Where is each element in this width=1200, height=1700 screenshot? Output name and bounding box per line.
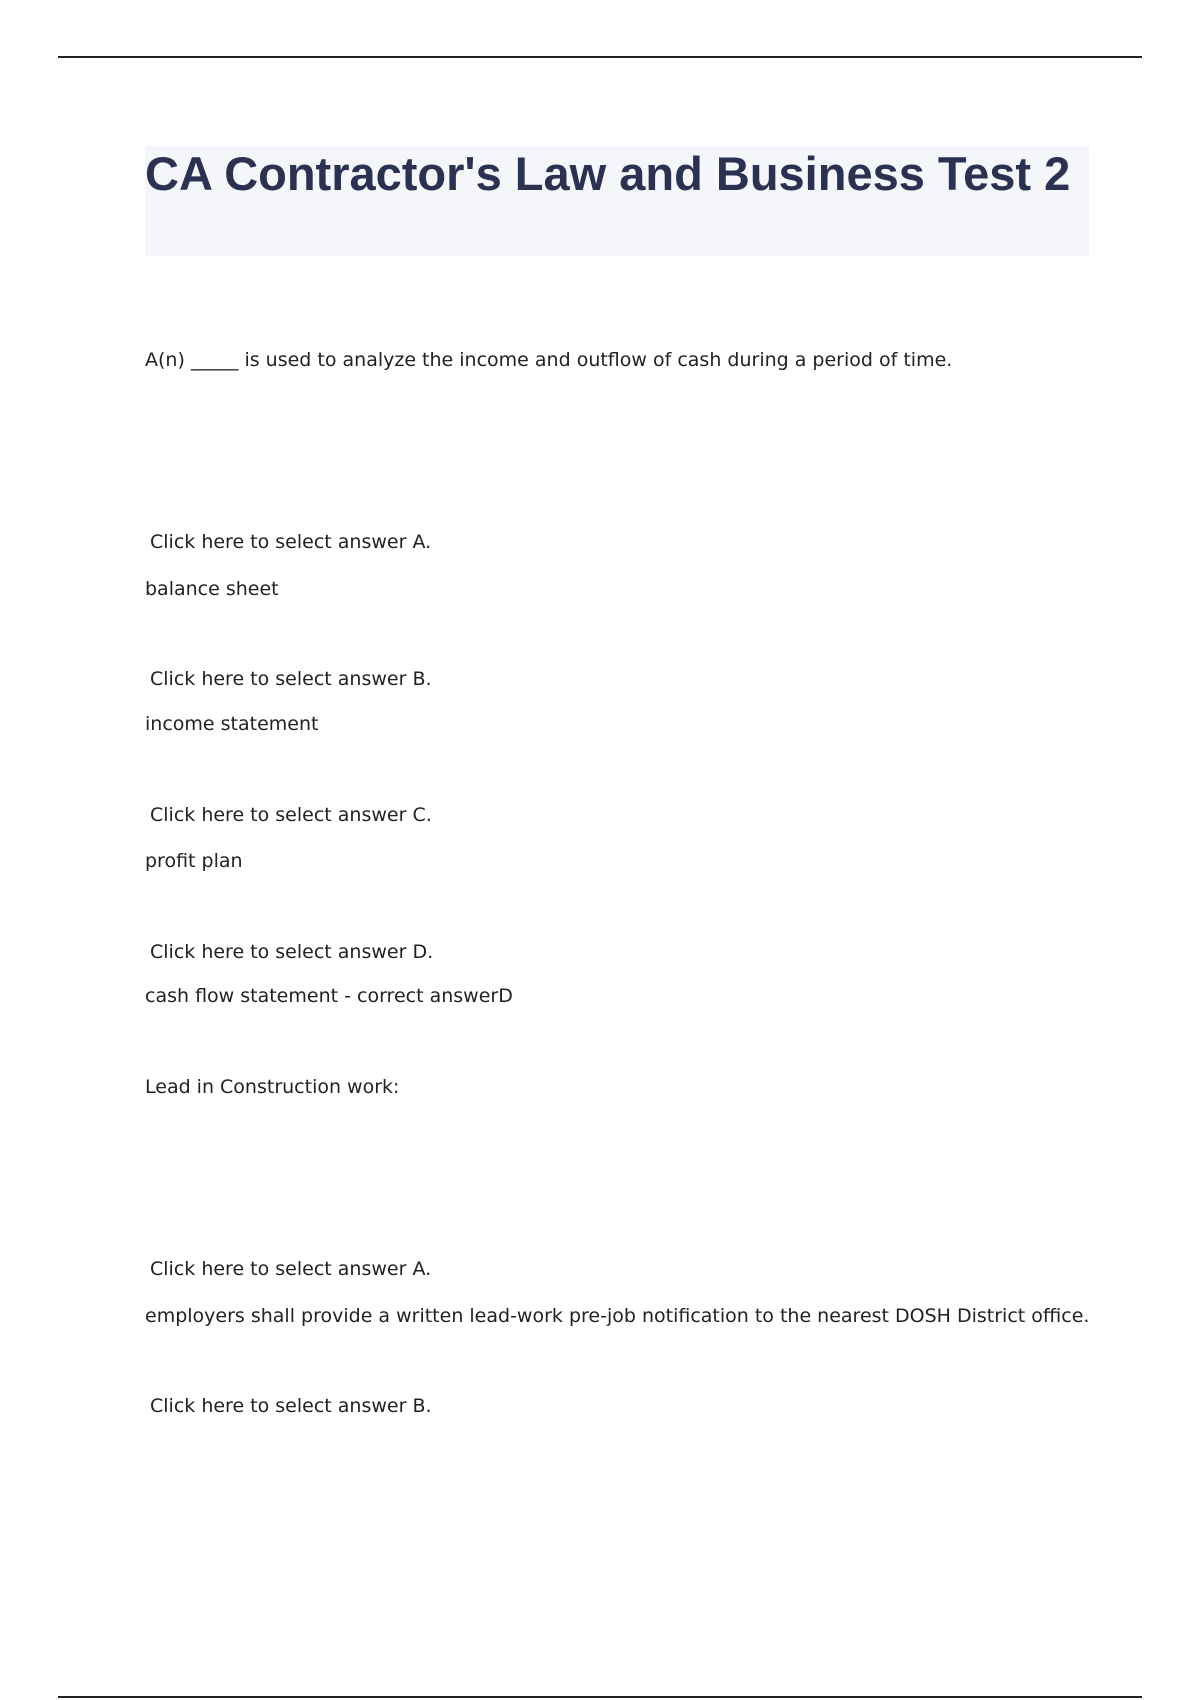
select-answer-c-link[interactable]: Click here to select answer C. bbox=[150, 804, 432, 826]
select-answer-b-link[interactable]: Click here to select answer B. bbox=[150, 668, 432, 690]
select-answer-a-link[interactable]: Click here to select answer A. bbox=[150, 1258, 432, 1280]
header-rule bbox=[58, 56, 1142, 58]
answer-c-text: profit plan bbox=[145, 850, 243, 872]
question-prompt: Lead in Construction work: bbox=[145, 1076, 400, 1098]
answer-a-text: employers shall provide a written lead-work pre-job notification to the nearest DOSH District office. bbox=[145, 1305, 1090, 1327]
footer-rule bbox=[58, 1696, 1142, 1698]
title-block bbox=[145, 146, 1089, 256]
select-answer-b-link[interactable]: Click here to select answer B. bbox=[150, 1395, 432, 1417]
select-answer-d-link[interactable]: Click here to select answer D. bbox=[150, 941, 434, 963]
answer-b-text: income statement bbox=[145, 713, 319, 735]
answer-d-text: cash flow statement - correct answerD bbox=[145, 985, 513, 1007]
question-prompt: A(n) _____ is used to analyze the income and outflow of cash during a period of time. bbox=[145, 349, 953, 371]
document-title: CA Contractor's Law and Business Test 2 bbox=[145, 147, 1071, 200]
answer-a-text: balance sheet bbox=[145, 578, 279, 600]
select-answer-a-link[interactable]: Click here to select answer A. bbox=[150, 531, 432, 553]
